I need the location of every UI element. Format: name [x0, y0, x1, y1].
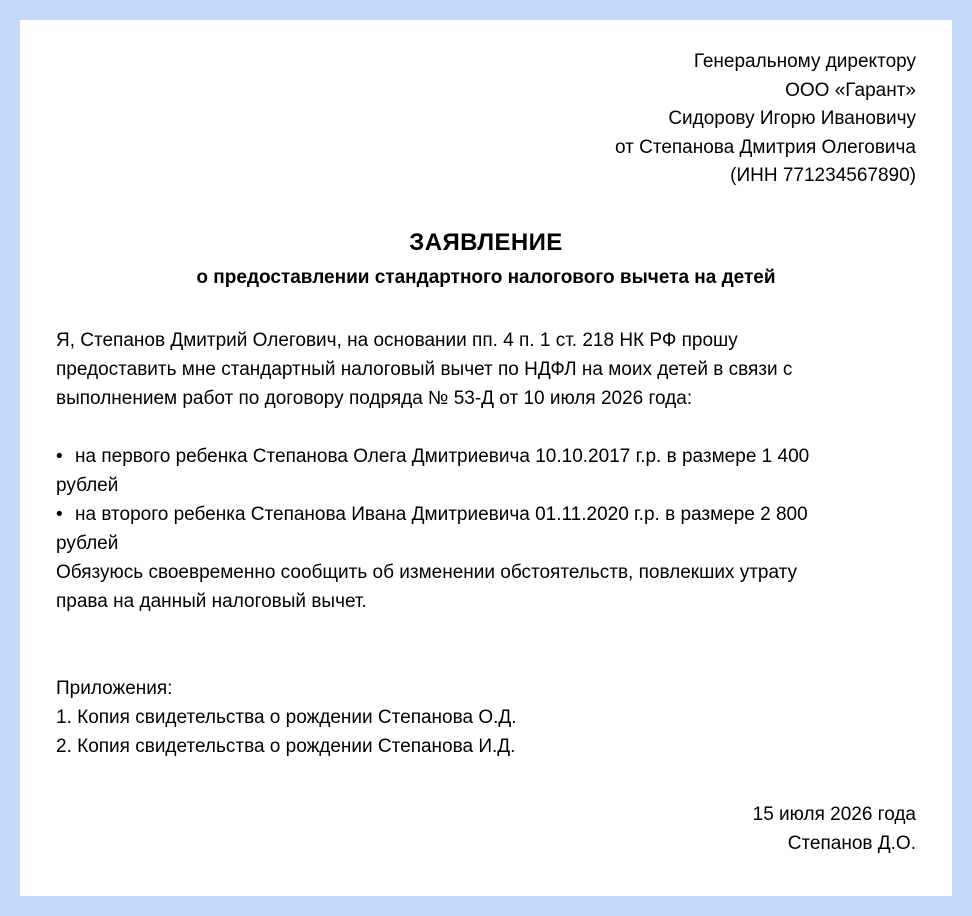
list-item [56, 442, 916, 500]
signature-block [753, 800, 916, 858]
list-item: 2. Копия свидетельства о рождении Степанова И.Д. [56, 735, 516, 757]
signature-date: 15 июля 2026 года [752, 804, 916, 825]
deduction-list [56, 442, 916, 616]
title-block [56, 228, 916, 292]
bullet-icon: • [56, 445, 63, 467]
attachments-heading: Приложения: [56, 677, 173, 699]
addressee-line-recipient-title: Генеральному директору [693, 51, 916, 72]
bullet-2-line-2: рублей [56, 532, 119, 554]
attachments-block [56, 674, 916, 761]
body-block [56, 326, 916, 616]
intro-paragraph [56, 326, 916, 413]
addressee-line-recipient-name: Сидорову Игорю Ивановичу [668, 108, 916, 129]
signature-name: Степанов Д.О. [787, 833, 916, 854]
intro-line-1: Я, Степанов Дмитрий Олегович, на основании пп. 4 п. 1 ст. 218 НК РФ прошу [56, 329, 738, 351]
commitment-line-2: права на данный налоговый вычет. [56, 590, 367, 612]
intro-line-3: выполнением работ по договору подряда № 53-Д от 10 июля 2026 года: [56, 387, 693, 409]
commitment-paragraph [56, 558, 916, 616]
bullet-2-line-1: на второго ребенка Степанова Ивана Дмитриевича 01.11.2020 г.р. в размере 2 800 [75, 503, 808, 525]
page-title: ЗАЯВЛЕНИЕ [409, 228, 563, 256]
list-item: 1. Копия свидетельства о рождении Степанова О.Д. [56, 706, 517, 728]
addressee-block [56, 48, 916, 191]
addressee-line-applicant-name: от Степанова Дмитрия Олеговича [614, 136, 916, 158]
commitment-line-1: Обязуюсь своевременно сообщить об изменении обстоятельств, повлекших утрату [56, 561, 798, 583]
addressee-line-company: ООО «Гарант» [785, 79, 916, 101]
addressee-line-applicant-inn: (ИНН 771234567890) [730, 165, 916, 186]
list-item [56, 500, 916, 558]
intro-line-2: предоставить мне стандартный налоговый вычет по НДФЛ на моих детей в связи с [56, 358, 793, 380]
bullet-icon: • [56, 503, 63, 525]
bullet-1-line-2: рублей [56, 474, 119, 496]
document-sheet [20, 20, 952, 896]
page-subtitle: о предоставлении стандартного налогового вычета на детей [196, 266, 776, 288]
bullet-1-line-1: на первого ребенка Степанова Олега Дмитриевича 10.10.2017 г.р. в размере 1 400 [75, 445, 810, 467]
